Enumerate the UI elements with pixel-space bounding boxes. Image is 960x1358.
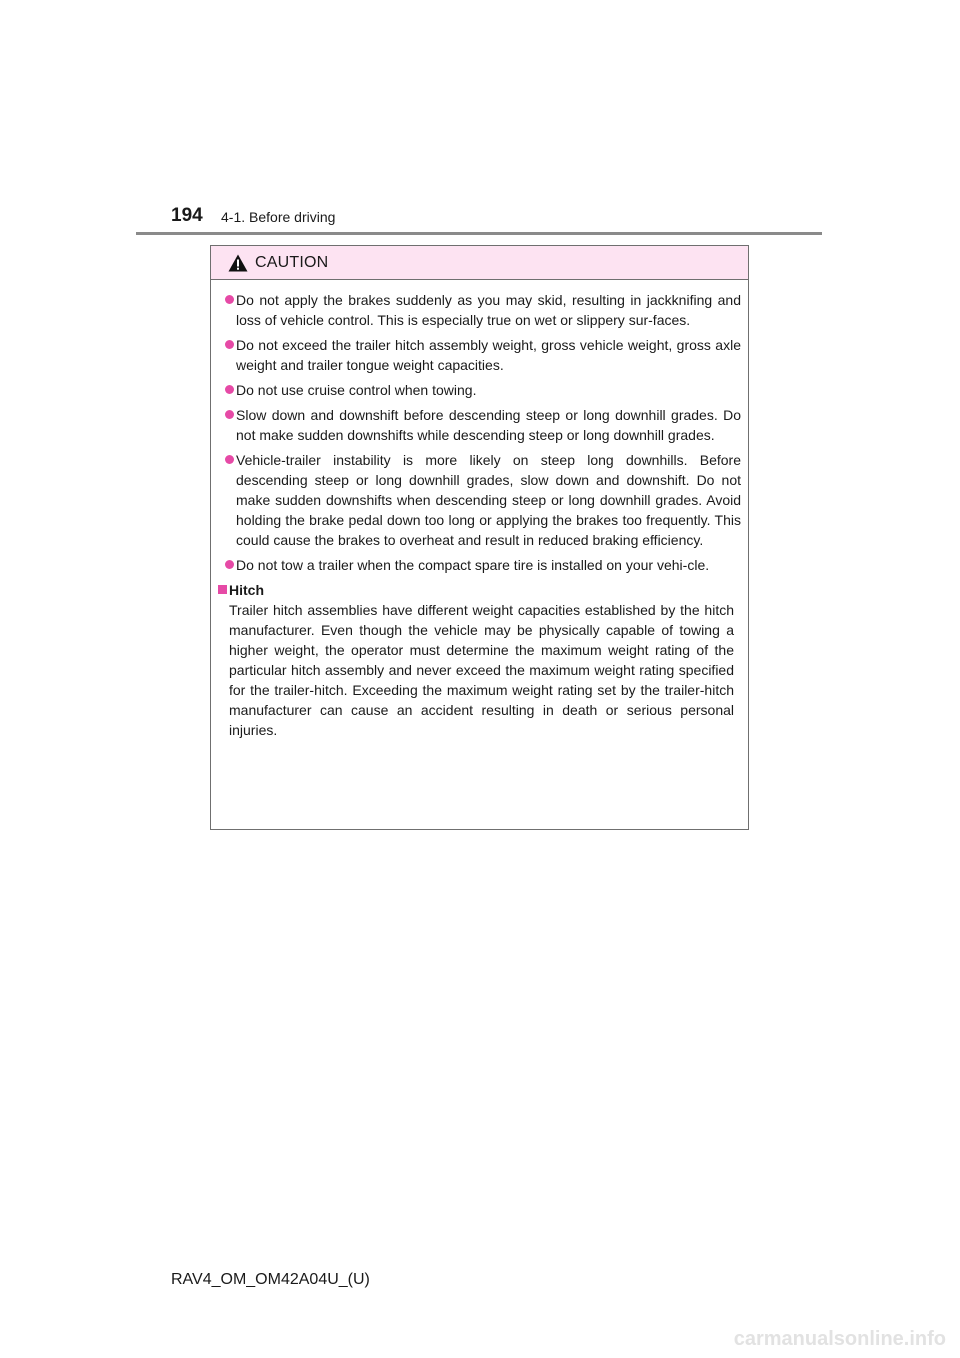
page-number: 194 [171,205,203,226]
bullet-dot-icon [225,385,234,394]
hitch-title: Hitch [229,582,264,598]
hitch-heading [218,580,741,600]
section-title: 4-1. Before driving [221,209,336,225]
bullet-dot-icon [225,455,234,464]
bullet-text: Do not exceed the trailer hitch assembly weight, gross vehicle weight, gross axle weight and trailer tongue weight capacities. [236,337,741,373]
bullet-text: Do not tow a trailer when the compact spare tire is installed on your vehi-cle. [236,557,710,573]
caution-header [211,246,748,280]
bullet-dot-icon [225,410,234,419]
caution-label: CAUTION [255,254,329,271]
document-code: RAV4_OM_OM42A04U_(U) [171,1271,370,1288]
watermark-text: carmanualsonline.info [733,1328,946,1350]
bullet-text: Slow down and downshift before descending steep or long downhill grades. Do not make sudden downshifts while descending steep or long downhill grades. [236,407,741,443]
bullet-dot-icon [225,295,234,304]
caution-body [211,280,748,740]
warning-triangle-icon [228,254,248,272]
bullet-text: Do not apply the brakes suddenly as you may skid, resulting in jackknifing and loss of vehicle control. This is especially true on wet or slippery sur-faces. [236,292,741,328]
watermark-logo [708,1324,948,1352]
caution-bullet [218,380,741,400]
caution-bullet [218,450,741,550]
caution-bullet [218,555,741,575]
caution-bullet [218,405,741,445]
bullet-dot-icon [225,340,234,349]
square-bullet-icon [218,585,227,594]
hitch-paragraph: Trailer hitch assemblies have different weight capacities established by the hitch manufacturer. Even though the vehicle may be physically capable of towing a higher weight, the operator must determine the maximum weight rating of the particular hitch assembly and never exceed the maximum weight rating specified for the trailer-hitch. Exceeding the maximum weight rating set by the trailer-hitch manufacturer can cause an accident resulting in death or serious personal injuries. [229,602,734,738]
bullet-text: Vehicle-trailer instability is more likely on steep long downhills. Before descending steep or long downhill grades, slow down and downshift. Do not make sudden downshifts when descending steep or long downhill grades. Avoid holding the brake pedal down too long or applying the brakes too frequently. This could cause the brakes to overheat and result in reduced braking efficiency. [236,452,741,548]
bullet-text: Do not use cruise control when towing. [236,382,477,398]
caution-bullet [218,290,741,330]
header-divider [136,232,822,235]
bullet-dot-icon [225,560,234,569]
caution-bullet [218,335,741,375]
caution-box [210,245,749,830]
